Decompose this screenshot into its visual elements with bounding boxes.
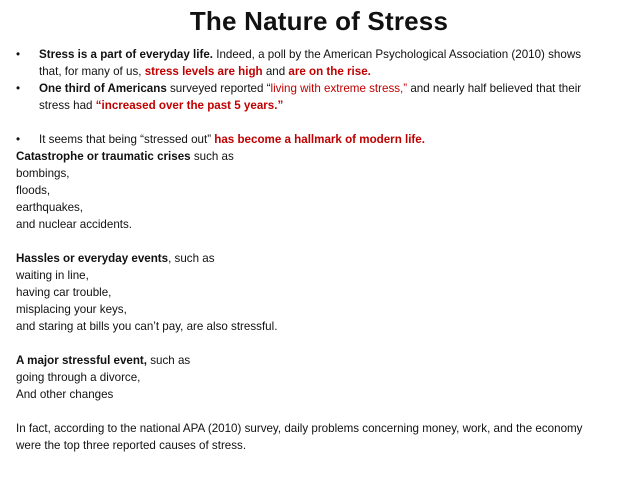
- bullet-bold-text: One third of Americans: [39, 82, 167, 95]
- list-item: floods,: [16, 184, 51, 197]
- list-item: and staring at bills you can’t pay, are also stressful.: [16, 320, 278, 333]
- bullet-bold-text: Stress is a part of everyday life.: [39, 48, 213, 61]
- list-item: And other changes: [16, 388, 114, 401]
- slide-body: [16, 46, 628, 454]
- bullet-text: that, for many of us,: [39, 65, 145, 78]
- conclusion-line: were the top three reported causes of stress.: [16, 439, 247, 452]
- bullet-marker: •: [16, 48, 21, 61]
- section-heading-major-event: A major stressful event, such as: [16, 354, 191, 367]
- list-item: and nuclear accidents.: [16, 218, 133, 231]
- highlight-text: has become a hallmark of modern life.: [214, 133, 425, 146]
- list-item: waiting in line,: [16, 269, 89, 282]
- list-item: earthquakes,: [16, 201, 84, 214]
- list-item: having car trouble,: [16, 286, 112, 299]
- bullet-text: and: [262, 65, 289, 78]
- bullet-text: and nearly half believed that their: [407, 82, 582, 95]
- list-item: going through a divorce,: [16, 371, 141, 384]
- bullet-text: surveyed reported “: [166, 82, 271, 95]
- section-heading-hassles: Hassles or everyday events, such as: [16, 252, 215, 265]
- bullet-stress-everyday: [16, 46, 628, 80]
- highlight-text: are on the rise.: [288, 65, 371, 78]
- conclusion-line: In fact, according to the national APA (2010) survey, daily problems concerning money, work, and the economy: [16, 422, 583, 435]
- bullet-text: It seems that being “stressed out”: [39, 133, 215, 146]
- bullet-marker: •: [16, 133, 21, 146]
- highlight-text: living with extreme stress,”: [270, 82, 408, 95]
- slide-title: The Nature of Stress: [189, 6, 449, 36]
- bullet-text: stress had: [39, 99, 96, 112]
- bullet-marker: •: [16, 82, 21, 95]
- highlight-text: “increased over the past 5 years.”: [95, 99, 284, 112]
- highlight-text: stress levels are high: [144, 65, 263, 78]
- bullet-one-third: [16, 80, 628, 114]
- section-heading-catastrophe: Catastrophe or traumatic crises such as: [16, 150, 234, 163]
- list-item: misplacing your keys,: [16, 303, 127, 316]
- bullet-stressed-out: [16, 131, 628, 148]
- list-item: bombings,: [16, 167, 70, 180]
- bullet-text: Indeed, a poll by the American Psychological Association (2010) shows: [213, 48, 581, 61]
